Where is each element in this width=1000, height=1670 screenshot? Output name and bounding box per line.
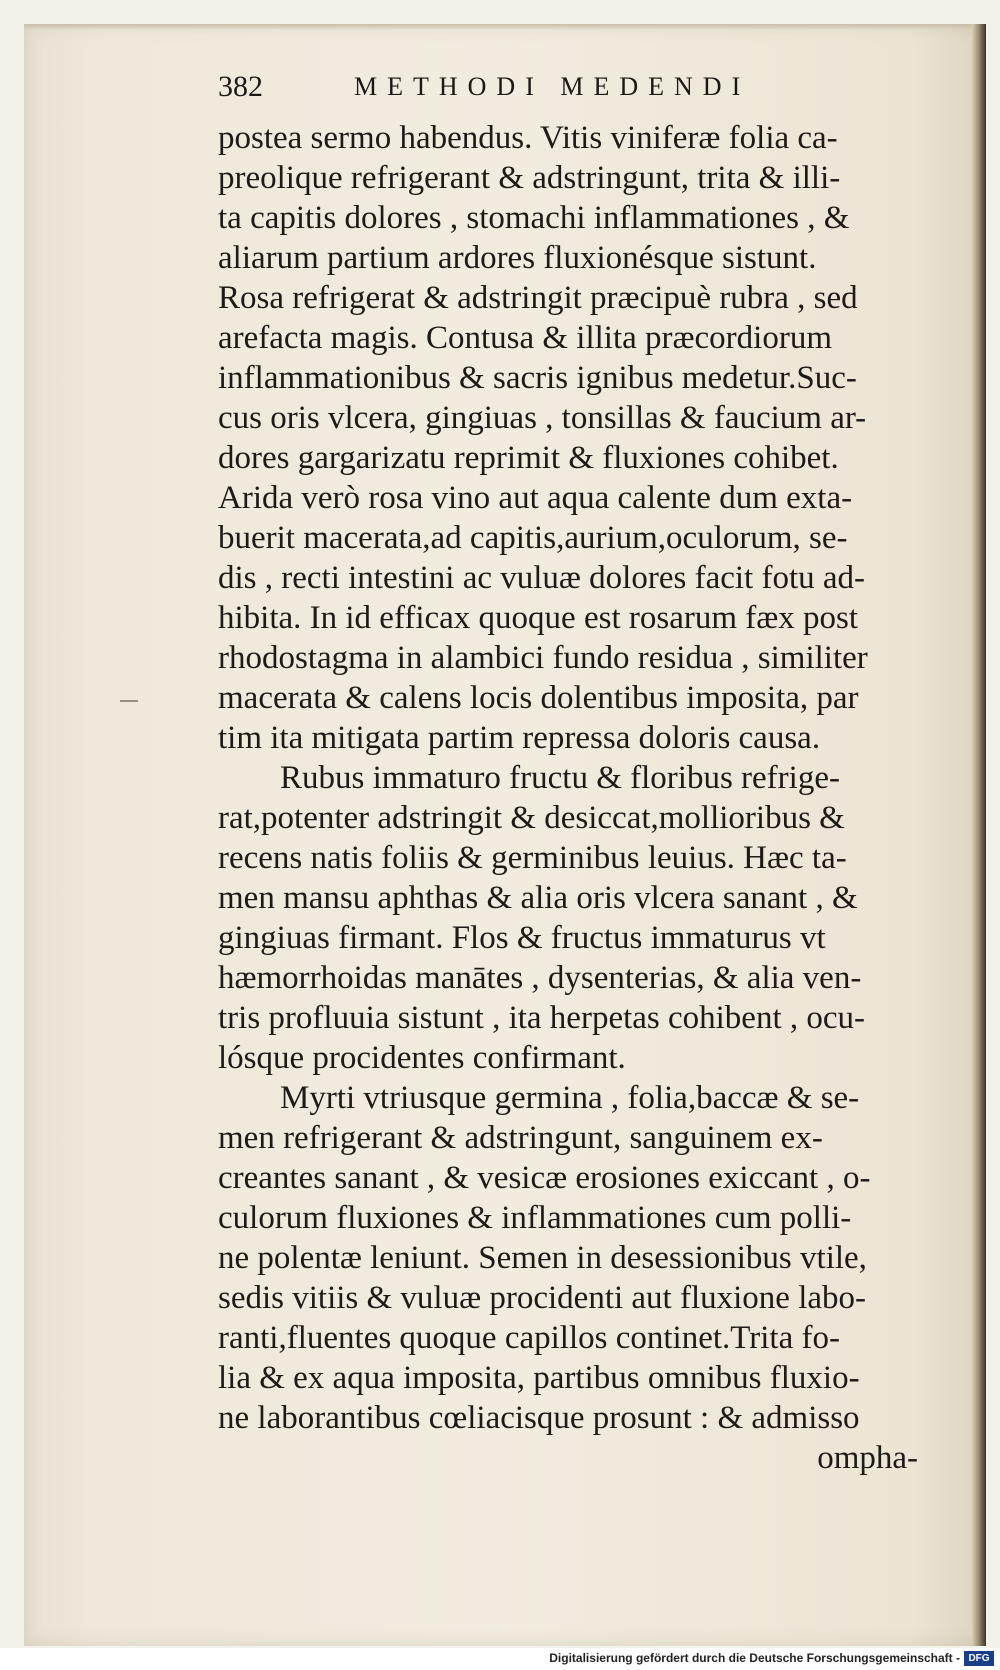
body-text (218, 118, 918, 1478)
text-line: men mansu aphthas & alia oris vlcera sanant , & (218, 880, 858, 916)
text-line: rat,potenter adstringit & desiccat,mollioribus & (218, 800, 845, 836)
paragraph-start-line: Rubus immaturo fructu & floribus refrige- (280, 760, 840, 796)
text-line: creantes sanant , & vesicæ erosiones exiccant , o- (218, 1160, 871, 1196)
page-gutter-edge (972, 24, 986, 1646)
text-line: recens natis foliis & germinibus leuius. Hæc ta- (218, 840, 847, 876)
text-line: dores gargarizatu reprimit & fluxiones cohibet. (218, 440, 839, 476)
text-line: ranti,fluentes quoque capillos continet.Trita fo- (218, 1320, 840, 1356)
text-line: tris profluuia sistunt , ita herpetas cohibent , ocu- (218, 1000, 866, 1036)
text-line: aliarum partium ardores fluxionésque sistunt. (218, 240, 817, 276)
text-line: buerit macerata,ad capitis,aurium,oculorum, se- (218, 520, 848, 556)
text-line: ne polentæ leniunt. Semen in desessionibus vtile, (218, 1240, 867, 1276)
text-line: Rosa refrigerat & adstringit præcipuè rubra , sed (218, 280, 858, 316)
text-line: macerata & calens locis dolentibus imposita, par (218, 680, 859, 716)
dfg-logo: DFG (964, 1651, 994, 1666)
text-line: Arida verò rosa vino aut aqua calente dum exta- (218, 480, 853, 516)
page-number: 382 (218, 70, 263, 103)
running-title: METHODI MEDENDI (354, 72, 751, 101)
page-top-edge (24, 24, 986, 30)
text-line: postea sermo habendus. Vitis viniferæ folia ca- (218, 120, 838, 156)
text-line: tim ita mitigata partim repressa doloris causa. (218, 720, 821, 756)
text-line: arefacta magis. Contusa & illita præcordiorum (218, 320, 832, 356)
text-line: rhodostagma in alambici fundo residua , similiter (218, 640, 868, 676)
text-line: lósque procidentes confirmant. (218, 1040, 626, 1076)
text-line: ta capitis dolores , stomachi inflammationes , & (218, 200, 850, 236)
text-line: cus oris vlcera, gingiuas , tonsillas & faucium ar- (218, 400, 867, 436)
catchword: ompha- (817, 1440, 918, 1476)
text-line: ne laborantibus cœliacisque prosunt : & admisso (218, 1400, 860, 1436)
text-line: hæmorrhoidas manātes , dysenterias, & alia ven- (218, 960, 862, 996)
text-line: lia & ex aqua imposita, partibus omnibus fluxio- (218, 1360, 860, 1396)
text-line: dis , recti intestini ac vuluæ dolores facit fotu ad- (218, 560, 865, 596)
text-line: preolique refrigerant & adstringunt, trita & illi- (218, 160, 841, 196)
margin-mark (120, 700, 138, 702)
page-header (218, 70, 898, 114)
text-line: culorum fluxiones & inflammationes cum polli- (218, 1200, 852, 1236)
paragraph-start-line: Myrti vtriusque germina , folia,baccæ & se- (280, 1080, 860, 1116)
text-line: hibita. In id efficax quoque est rosarum fæx post (218, 600, 859, 636)
footer-credit: Digitalisierung gefördert durch die Deutsche Forschungsgemeinschaft - (549, 1651, 960, 1665)
text-line: men refrigerant & adstringunt, sanguinem ex- (218, 1120, 823, 1156)
digitization-footer (0, 1648, 1000, 1670)
text-line: gingiuas firmant. Flos & fructus immaturus vt (218, 920, 826, 956)
text-line: sedis vitiis & vuluæ procidenti aut fluxione labo- (218, 1280, 866, 1316)
text-line: inflammationibus & sacris ignibus medetur.Suc- (218, 360, 857, 396)
